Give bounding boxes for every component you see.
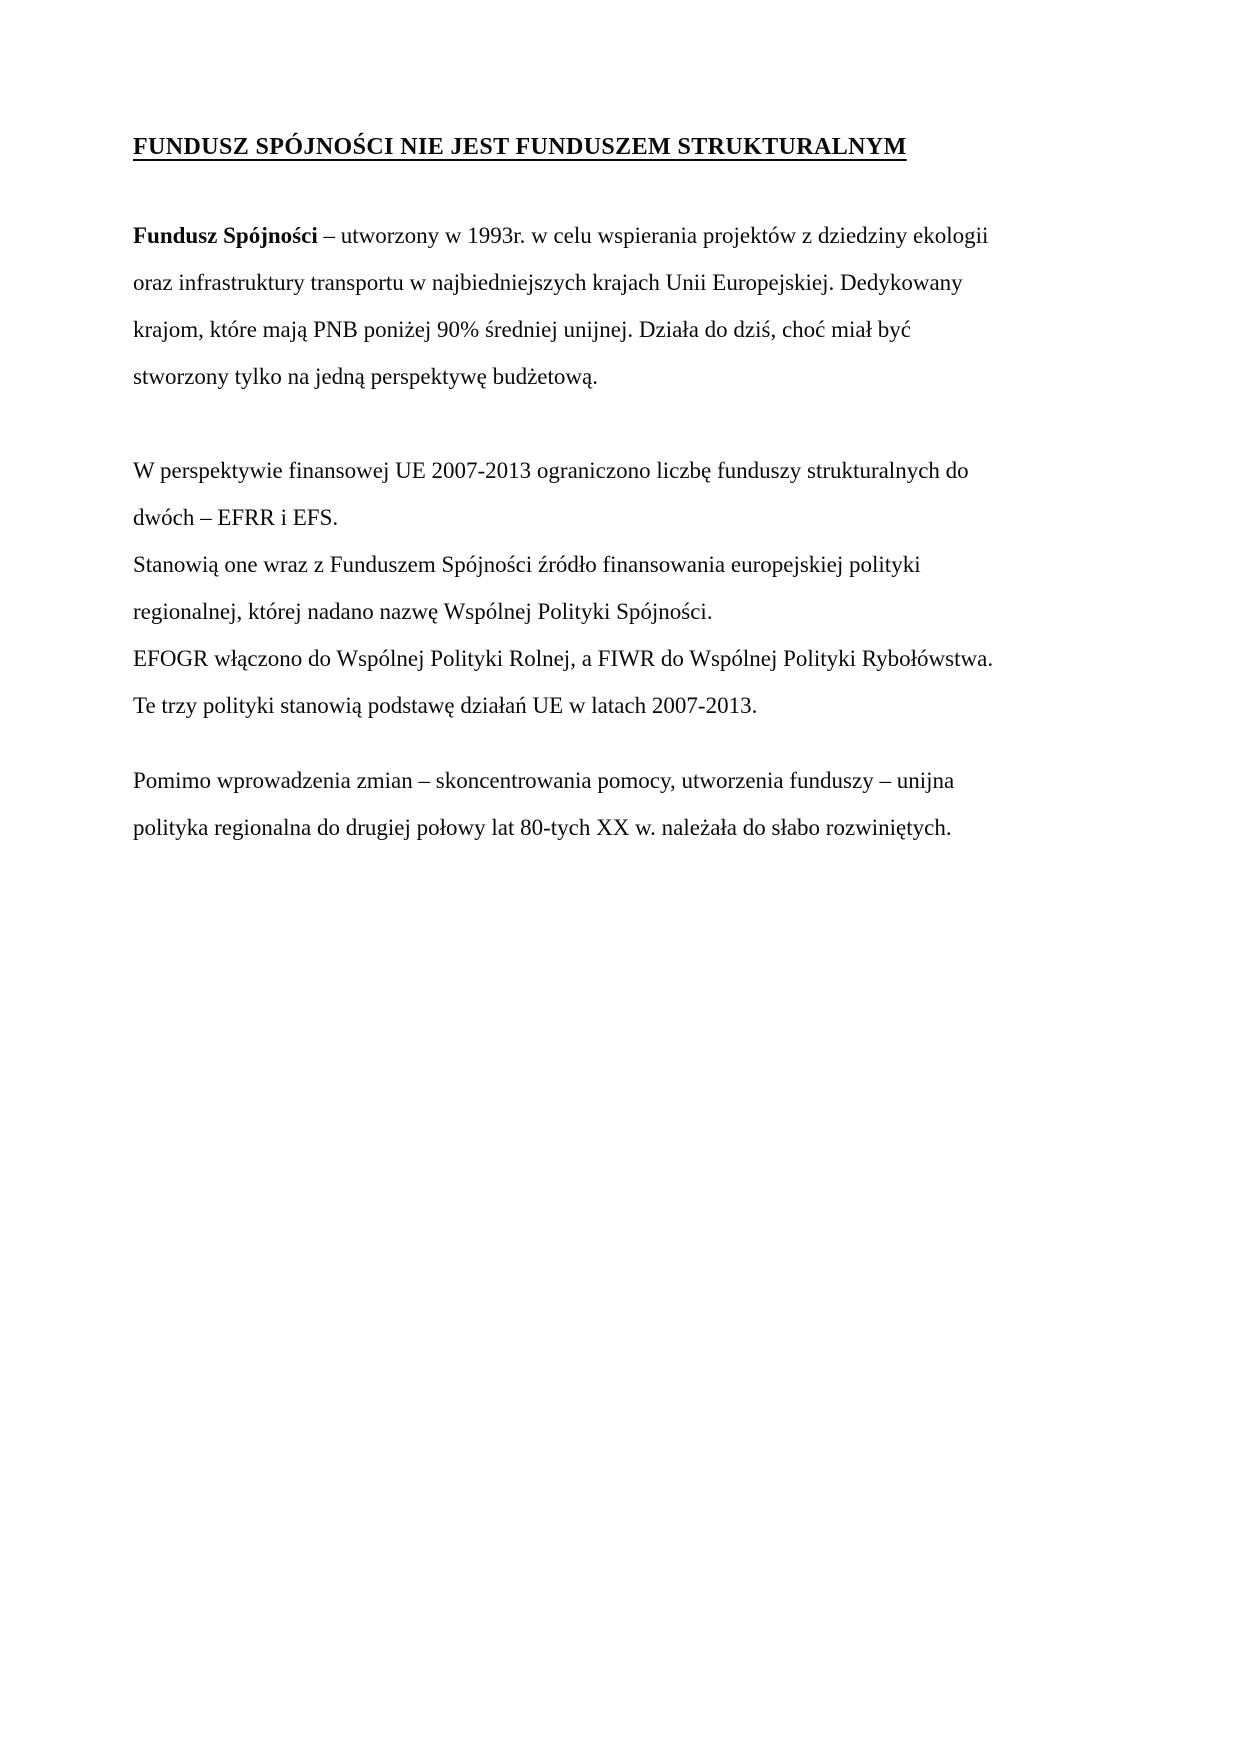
text-line: Pomimo wprowadzenia zmian – skoncentrowania pomocy, utworzenia funduszy – unijna [133, 768, 955, 793]
paragraph-intro-bold-lead: Fundusz Spójności [133, 223, 318, 248]
document-title-text: FUNDUSZ SPÓJNOŚCI NIE JEST FUNDUSZEM STRUKTURALNYM [133, 134, 907, 160]
text-line: EFOGR włączono do Wspólnej Polityki Rolnej, a FIWR do Wspólnej Polityki Rybołówstwa. [133, 646, 994, 671]
text-line: Stanowią one wraz z Funduszem Spójności źródło finansowania europejskiej polityki [133, 552, 921, 577]
text-line [133, 212, 1115, 259]
text-line: stworzony tylko na jedną perspektywę budżetową. [133, 364, 598, 389]
paragraph-regional-policy [133, 757, 1115, 851]
text-line: dwóch – EFRR i EFS. [133, 505, 339, 530]
text-line: regionalnej, której nadano nazwę Wspólnej Polityki Spójności. [133, 599, 713, 624]
document-title [133, 130, 1115, 164]
text-line: polityka regionalna do drugiej połowy lat 80-tych XX w. należała do słabo rozwiniętych. [133, 815, 952, 840]
text-line: W perspektywie finansowej UE 2007-2013 ograniczono liczbę funduszy strukturalnych do [133, 458, 969, 483]
text-line: Te trzy polityki stanowią podstawę działań UE w latach 2007-2013. [133, 693, 758, 718]
text-line: krajom, które mają PNB poniżej 90% średniej unijnej. Działa do dziś, choć miał być [133, 317, 911, 342]
paragraph-cohesion-fund-intro [133, 212, 1115, 400]
paragraph-intro-line1-rest: – utworzony w 1993r. w celu wspierania projektów z dziedziny ekologii [317, 223, 989, 248]
paragraph-structural-funds [133, 447, 1115, 729]
text-line: oraz infrastruktury transportu w najbiedniejszych krajach Unii Europejskiej. Dedykowany [133, 270, 963, 295]
